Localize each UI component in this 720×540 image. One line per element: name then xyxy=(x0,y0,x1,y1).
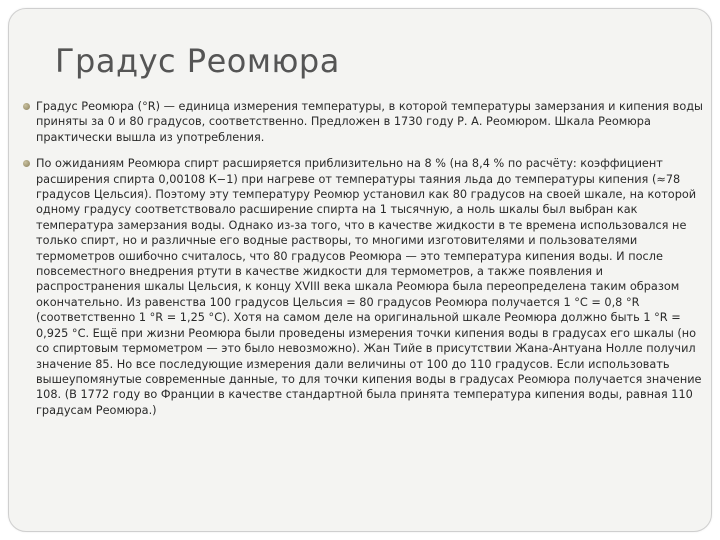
slide-title: Градус Реомюра xyxy=(55,42,340,80)
bullet-text: По ожиданиям Реомюра спирт расширяется приблизительно на 8 % (на 8,4 % по расчёту: коэффициент расширения спирта 0,00108 К−1) при нагреве от температуры таяния льда до температуры кипения (≈78 градусов Цельсия). Поэтому эту температуру Реомюр установил как 80 градусов на своей шкале, на которой одному градусу соответствовало расширение спирта на 1 тысячную, а ноль шкалы был выбран как температура замерзания воды. Однако из-за того, что в качестве жидкости в те времена использовался не только спирт, но и различные его водные растворы, то многими изготовителями и пользователями термометров ошибочно считалось, что 80 градусов Реомюра — это температура кипения воды. И после повсеместного внедрения ртути в качестве жидкости для термометров, а также появления и распространения шкалы Цельсия, к концу XVIII века шкала Реомюра была переопределена таким образом окончательно. Из равенства 100 градусов Цельсия = 80 градусов Реомюра получается 1 °C = 0,8 °R (соответственно 1 °R = 1,25 °C). Хотя на самом деле на оригинальной шкале Реомюра должно быть 1 °R = 0,925 °C. Ещё при жизни Реомюра были проведены измерения точки кипения воды в градусах его шкалы (но со спиртовым термометром — это было невозможно). Жан Тийе в присутствии Жана-Антуана Нолле получил значение 85. Но все последующие измерения дали величины от 100 до 110 градусов. Если использовать вышеупомянутые современные данные, то для точки кипения воды в градусах Реомюра получается значение 108. (В 1772 году во Франции в качестве стандартной была принята температура кипения воды, равная 110 градусам Реомюра.) xyxy=(36,157,702,417)
bullet-item xyxy=(23,156,711,418)
bullet-text: Градус Реомюра (°R) — единица измерения температуры, в которой температуры замерзания и кипения воды приняты за 0 и 80 градусов, соответственно. Предложен в 1730 году Р. А. Реомюром. Шкала Реомюра практически вышла из употребления. xyxy=(36,100,703,144)
bullet-item xyxy=(23,99,711,145)
slide xyxy=(8,8,712,532)
bullet-dot-icon xyxy=(23,160,30,167)
bullet-dot-icon xyxy=(23,103,30,110)
bullet-list xyxy=(23,99,711,429)
